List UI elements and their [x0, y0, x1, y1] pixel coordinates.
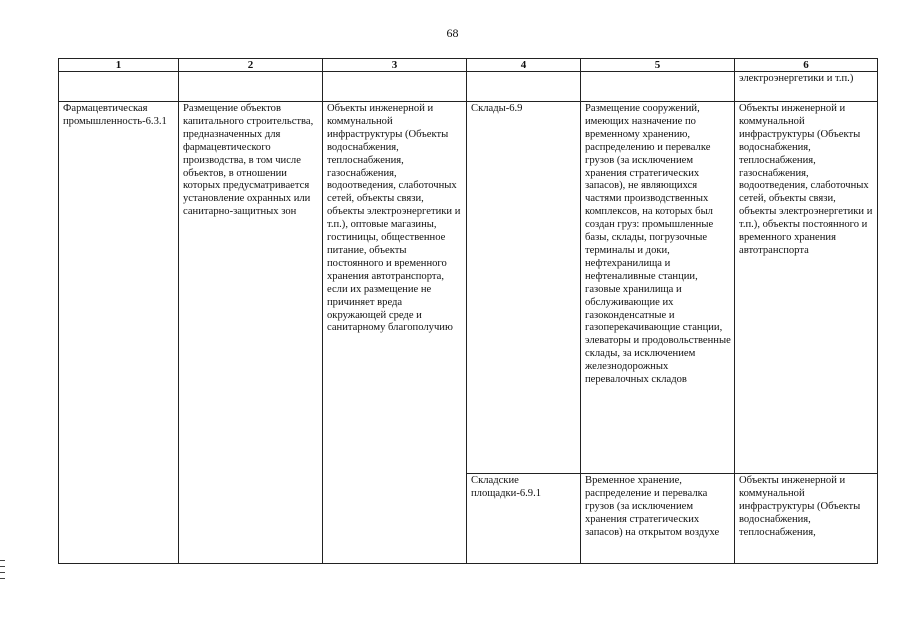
- scan-edge-mark: [0, 560, 6, 588]
- header-col-1: 1: [59, 59, 179, 72]
- cell-conditional-description: Размещение сооружений, имеющих назначение по временному хранению, распределению и перевалке грузов (за исключением хранения стратегических запасов), не являющихся частями производственных комплексов, на которых был создан груз: промышленные базы, склады, погрузочные терминалы и доки, нефтехранилища и нефтеналивные станции, газовые хранилища и обслуживающие их газоконденсатные и газоперекачивающие станции, элеваторы и продовольственные склады, за исключением железнодорожных перевалочных складов: [581, 102, 735, 474]
- page-number: 68: [446, 26, 459, 40]
- header-col-3: 3: [323, 59, 467, 72]
- table-row-continued: [59, 72, 878, 102]
- cell-continued-col6: электроэнергетики и т.п.): [735, 72, 878, 102]
- cell-conditional-auxiliary: Объекты инженерной и коммунальной инфраструктуры (Объекты водоснабжения, теплоснабжения, газоснабжения, водоотведения, слаботочных сетей, объекты связи, объекты электроэнергетики и т.п.), объекты постоянного и временного хранения автотранспорта: [735, 102, 878, 474]
- header-col-4: 4: [467, 59, 581, 72]
- cell-empty: [467, 72, 581, 102]
- header-col-5: 5: [581, 59, 735, 72]
- table-header: [59, 59, 878, 72]
- header-col-6: 6: [735, 59, 878, 72]
- cell-empty: [179, 72, 323, 102]
- zoning-table: [58, 58, 878, 564]
- header-col-2: 2: [179, 59, 323, 72]
- cell-empty: [59, 72, 179, 102]
- cell-empty: [581, 72, 735, 102]
- cell-empty: [323, 72, 467, 102]
- cell-conditional-description: Временное хранение, распределение и перевалка грузов (за исключением хранения стратегических запасов) на открытом воздухе: [581, 474, 735, 564]
- cell-activity-description: Размещение объектов капитального строительства, предназначенных для фармацевтического производства, в том числе объектов, в отношении которых предусматривается установление охранных или санитарно-защитных зон: [179, 102, 323, 564]
- cell-conditional-use: Складские площадки-6.9.1: [467, 474, 581, 564]
- cell-conditional-auxiliary: Объекты инженерной и коммунальной инфраструктуры (Объекты водоснабжения, теплоснабжения,: [735, 474, 878, 564]
- cell-conditional-use: Склады-6.9: [467, 102, 581, 474]
- table-row-pharma: [59, 102, 878, 474]
- cell-auxiliary-objects: Объекты инженерной и коммунальной инфраструктуры (Объекты водоснабжения, теплоснабжения, газоснабжения, водоотведения, слаботочных сетей, объекты связи, объекты электроэнергетики и т.п.), оптовые магазины, гостиницы, общественное питание, объекты постоянного и временного хранения автотранспорта, если их размещение не причиняет вреда окружающей среде и санитарному благополучию: [323, 102, 467, 564]
- cell-activity-type: Фармацевтическая промышленность-6.3.1: [59, 102, 179, 564]
